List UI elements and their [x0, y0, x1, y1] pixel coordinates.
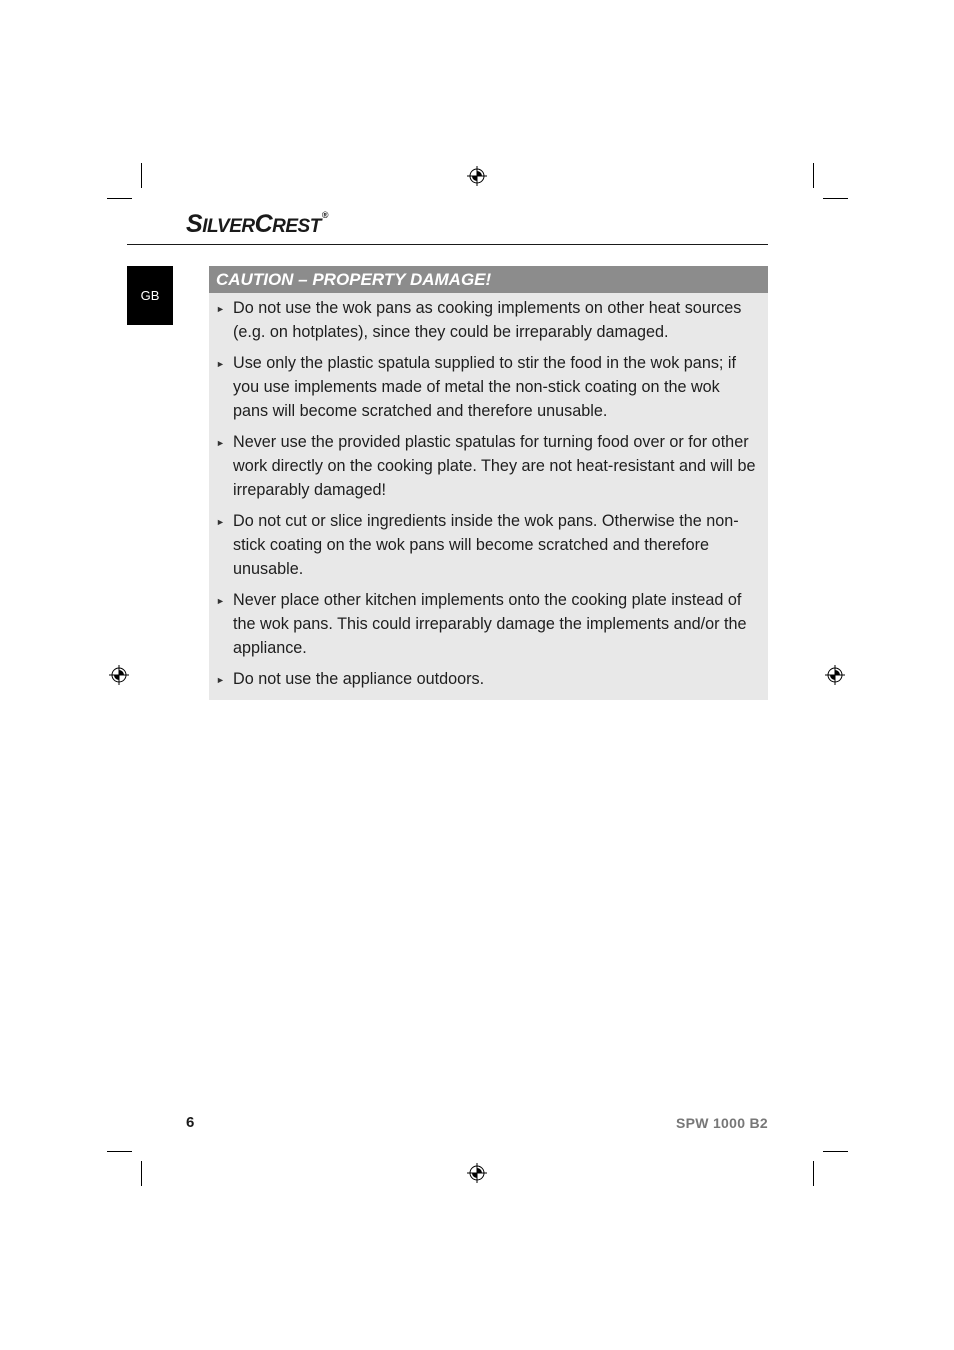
registered-trademark: ® [321, 210, 328, 220]
caution-item-text: Never place other kitchen implements onto the cooking plate instead of the wok pans. This could irreparably damage the implements and/or the appliance. [233, 591, 747, 657]
caution-item [209, 509, 758, 581]
brand-letter-s: S [186, 210, 203, 238]
caution-item-text: Do not use the appliance outdoors. [233, 670, 485, 688]
brand-logo [186, 210, 328, 239]
registration-mark-bottom-icon [467, 1163, 487, 1183]
language-label: GB [140, 288, 160, 303]
caution-item-text: Do not cut or slice ingredients inside the wok pans. Otherwise the non-stick coating on the wok pans will become scratched and therefore unusable. [233, 512, 739, 578]
caution-item [209, 588, 758, 660]
caution-item-text: Use only the plastic spatula supplied to stir the food in the wok pans; if you use implements made of metal the non-stick coating on the wok pans will become scratched and therefore unusable. [233, 354, 736, 420]
crop-mark-bottom-left-v [141, 1161, 142, 1186]
header-rule [127, 244, 768, 245]
registration-mark-top-icon [467, 166, 487, 186]
caution-list [209, 296, 768, 691]
brand-letter-c: C [254, 210, 273, 238]
registration-mark-right-icon [825, 665, 845, 685]
caution-item [209, 667, 758, 691]
model-number: SPW 1000 B2 [675, 1115, 768, 1131]
crop-mark-bottom-right-v [813, 1161, 814, 1186]
bullet-arrow-icon: ► [216, 438, 225, 448]
brand-letters-rest: REST [272, 216, 321, 237]
crop-mark-bottom-left-h [107, 1151, 132, 1152]
crop-mark-top-left-v [141, 163, 142, 188]
crop-mark-top-right-h [823, 198, 848, 199]
bullet-arrow-icon: ► [216, 596, 225, 606]
crop-mark-top-left-h [107, 198, 132, 199]
crop-mark-top-right-v [813, 163, 814, 188]
bullet-arrow-icon: ► [216, 675, 225, 685]
bullet-arrow-icon: ► [216, 304, 225, 314]
caution-title: CAUTION – PROPERTY DAMAGE! [209, 266, 768, 293]
caution-item-text: Do not use the wok pans as cooking implements on other heat sources (e.g. on hotplates), since they could be irreparably damaged. [233, 299, 742, 341]
caution-item [209, 351, 758, 423]
page-number: 6 [186, 1114, 195, 1131]
bullet-arrow-icon: ► [216, 359, 225, 369]
caution-item [209, 296, 758, 344]
language-tab [127, 266, 173, 325]
crop-mark-bottom-right-h [823, 1151, 848, 1152]
caution-box [209, 266, 768, 700]
registration-mark-left-icon [109, 665, 129, 685]
brand-letters-ilver: ILVER [202, 216, 255, 237]
caution-item [209, 430, 758, 502]
bullet-arrow-icon: ► [216, 517, 225, 527]
caution-item-text: Never use the provided plastic spatulas for turning food over or for other work directly on the cooking plate. They are not heat-resistant and will be irreparably damaged! [233, 433, 756, 499]
